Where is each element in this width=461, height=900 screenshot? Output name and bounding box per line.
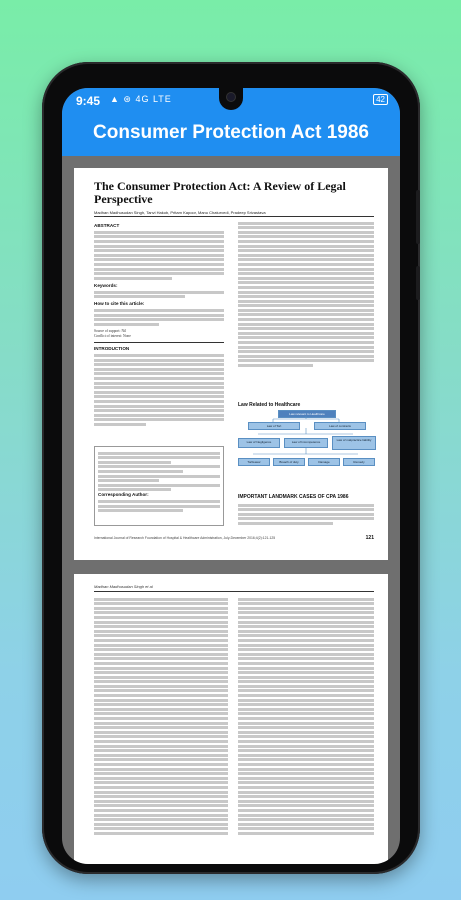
- page-footer: [94, 536, 374, 540]
- landmark-heading: IMPORTANT LANDMARK CASES OF CPA 1986: [238, 494, 349, 500]
- divider: [94, 342, 224, 343]
- law-heading: Law Related to Healthcare: [238, 402, 301, 408]
- app-bar: [62, 112, 400, 156]
- right-column: [238, 220, 374, 369]
- power-button: [416, 266, 420, 300]
- page-number: 121: [365, 535, 374, 541]
- running-head: Madhan Madhusudan Singh et al: [94, 584, 153, 589]
- source-of-support: Source of support: Nil: [94, 328, 127, 333]
- law-diagram: [238, 410, 374, 490]
- abstract-heading: ABSTRACT: [94, 223, 120, 228]
- divider: [94, 591, 374, 592]
- diagram-box: Tortfeasor: [238, 458, 270, 466]
- phone-screen: [62, 88, 400, 864]
- status-time: 9:45: [76, 94, 101, 108]
- keywords-heading: Keywords:: [94, 282, 118, 288]
- battery-indicator: [370, 94, 388, 105]
- diagram-box: Law of Incompetence: [284, 438, 328, 448]
- left-column: [94, 596, 228, 836]
- divider: [94, 216, 374, 217]
- diagram-box: Damage: [308, 458, 340, 466]
- diagram-box: Law of malpractice liability: [332, 436, 376, 450]
- front-camera-icon: [227, 93, 235, 101]
- corresponding-author-heading: Corresponding Author:: [98, 492, 149, 498]
- diagram-box: Law of Negligence: [238, 438, 280, 448]
- volume-button: [416, 190, 420, 244]
- diagram-box: Breach of duty: [273, 458, 305, 466]
- left-column: [94, 220, 224, 428]
- app-title: Consumer Protection Act 1986: [93, 122, 369, 143]
- battery-icon: 42: [373, 94, 388, 105]
- journal-citation: International Journal of Research Foundation of Hospital & Healthcare Administration, July-December 2016;4(2):121-125: [94, 536, 276, 540]
- diagram-box: Law of Tort: [248, 422, 300, 430]
- document-page-1[interactable]: [74, 168, 388, 560]
- cite-heading: How to cite this article:: [94, 301, 145, 307]
- landmark-text: [238, 502, 374, 527]
- document-page-2[interactable]: [74, 574, 388, 864]
- right-column: [238, 596, 374, 836]
- paper-authors: Madhan Madhusudan Singh, Tanvi Hakob, Pritam Kapoor, Manu Chaturvedi, Pradeep Srivastava: [94, 210, 266, 215]
- conflict-of-interest: Conflict of interest: None: [94, 333, 131, 338]
- diagram-connectors: [238, 410, 374, 470]
- paper-title: The Consumer Protection Act: A Review of Legal Perspective: [94, 179, 346, 206]
- introduction-heading: INTRODUCTION: [94, 346, 130, 352]
- status-icons: ▲ ⊛ 4G LTE: [110, 94, 172, 104]
- diagram-box: Remedy: [343, 458, 375, 466]
- diagram-box: Law of contracts: [314, 422, 366, 430]
- affiliation-box: [94, 446, 224, 526]
- diagram-top-box: Law relevant to Healthcare: [278, 410, 336, 418]
